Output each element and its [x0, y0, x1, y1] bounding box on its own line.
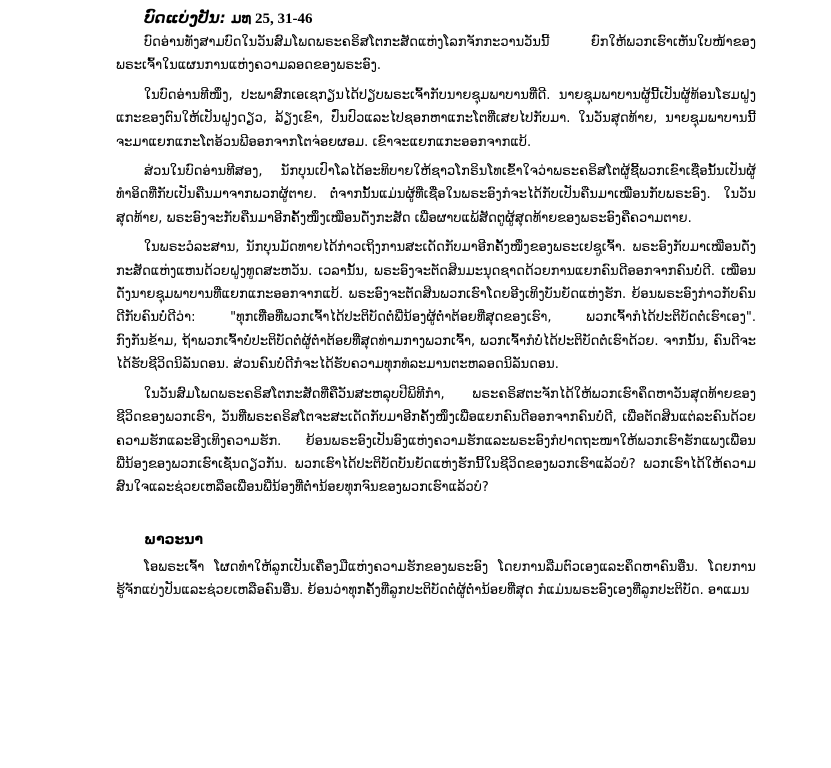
reading-heading [144, 8, 756, 29]
scripture-reference: ມທ 25, 31-46 [230, 11, 313, 27]
prayer-title: ພາວະນາ [144, 531, 204, 548]
prayer-text: ໂອພຣະເຈົ້າ ໂຜດທຳໃຫ້ລູກເປັນເຄື່ອງມືແຫ່ງຄວາມຮັກຂອງພຣະອົງ ໂດຍການລືມຕົວເອງແລະຄຶດຫາຄົນອື່ນ. ໂດຍການຮູ້ຈັກແບ່ງປັນແລະຊ່ວຍເຫລືອຄົນອື່ນ. ຍ້ອນວ່າທຸກຄັ້ງທີ່ລູກປະຕິບັດຕໍ່ຜູ້ຕ່ຳນ້ອຍທີ່ສຸດ ກໍແມ່ນພຣະອົງເອງທີ່ລູກປະຕິບັດ. ອາແມນ [116, 559, 756, 599]
paragraph-intro: ບົດອ່ານທັງສາມບົດໃນວັນສົມໂພດພຣະຄຣິສໂຕກະສັດແຫ່ງໂລກຈັກກະວານວັນນີ້ ຍົກໃຫ້ພວກເຮົາເຫັນໃບໜ້າຂອງພຣະເຈົ້າໃນແຜນການແຫ່ງຄວາມລອດຂອງພຣະອົງ. [116, 35, 756, 74]
paragraph-first-reading: ໃນບົດອ່ານທີໜຶ່ງ, ປະພາສົກເອເຊກຽນໄດ້ປຽບພຣະເຈົ້າກັບນາຍຊຸມພາບານທີ່ດີ. ນາຍຊຸມພາບານຜູ້ນີ້ເປັນຜູ້ທ້ອນໂຮມຝູງແກະຂອງຕົນໃຫ້ເປັນຝູງດຽວ, ລ້ຽງເຂົາ, ປົ່ນປົວແລະໄປຊອກຫາແກະໂຕທີ່ເສຍໄປກັບມາ. ໃນວັນສຸດທ້າຍ, ນາຍຊຸມພາບານນີ້ຈະມາແຍກແກະໂຕອ້ວນພີອອກຈາກໂຕຈ່ອຍຜອມ. ເຂົາຈະແຍກແກະອອກຈາກແບ້. [116, 87, 756, 150]
paragraph-second-reading: ສ່ວນໃນບົດອ່ານທີສອງ, ນັກບຸນເປົາໂລໄດ້ອະທິບາຍໃຫ້ຊາວໂກຣິນໂທເຂົ້າໃຈວ່າພຣະຄຣິສໂຕຜູ້ຊີ້ພວກເຂົາເຊື່ອນັ້ນເປັນຜູ້ທຳອິດທີ່ກັບເປັນຄືນມາຈາກພວກຜູ້ຕາຍ. ຕໍ່ຈາກນັ້ນແມ່ນຜູ້ທີ່ເຊື່ອໃນພຣະອົງກໍຈະໄດ້ກັບເປັນຄືນມາເໝືອນກັບພຣະອົງ. ໃນວັນສຸດທ້າຍ, ພຣະອົງຈະກັບຄືນມາອີກຄັ້ງໜຶ່ງເໝືອນດັ່ງກະສັດ ເພື່ອຜາບແພ້ສັດຕູຜູ້ສຸດທ້າຍຂອງພຣະອົງຄືຄວາມຕາຍ. [116, 164, 756, 226]
paragraph-reflection: ໃນວັນສົມໂພດພຣະຄຣິສໂຕກະສັດທີ່ຄືວັນສະຫລຸບປີພິທີກຳ, ພຣະຄຣິສຕະຈັກໄດ້ໃຫ້ພວກເຮົາຄຶດຫາວັນສຸດທ້າຍຂອງຊີວິດຂອງພວກເຮົາ, ວັນທີ່ພຣະຄຣິສໂຕຈະສະເດັດກັບມາອີກຄັ້ງໜຶ່ງເພື່ອແຍກຄົນດີອອກຈາກຄົນບໍ່ດີ, ເພື່ອຕັດສິນແຕ່ລະຄົນດ້ວຍຄວາມຮັກແລະອີງເທິງຄວາມຮັກ. ຍ້ອນພຣະອົງເປັນອົງແຫ່ງຄວາມຮັກແລະພຣະອົງກໍປາດຖະໜາໃຫ້ພວກເຮົາຮັກແພງເພື່ອນພີ່ນ້ອງຂອງພວກເຮົາເຊັ່ນດຽວກັນ. ພວກເຮົາໄດ້ປະຕິບັດບັນຍັດແຫ່ງຮັກນີ້ໃນຊີວິດຂອງພວກເຮົາແລ້ວບໍ? ພວກເຮົາໄດ້ໃຫ້ຄວາມສົນໃຈແລະຊ່ວຍເຫລືອເພື່ອນພີ່ນ້ອງທີ່ຕ່ຳນ້ອຍທຸກຈົນຂອງພວກເຮົາແລ້ວບໍ? [116, 386, 756, 496]
reading-title: ບົດແບ່ງປັນ: [144, 9, 226, 27]
paragraph-gospel: ໃນພຣະວໍລະສານ, ນັກບຸນມັດທາຍໄດ້ກ່າວເຖິງການສະເດັດກັບມາອີກຄັ້ງໜຶ່ງຂອງພຣະເຢຊູເຈົ້າ. ພຣະອົງກັບມາເໝືອນດັ່ງກະສັດແຫ່ງແຫນດ້ວຍຝູງທູດສະຫວັນ. ເວລານັ້ນ, ພຣະອົງຈະຕັດສິນມະນຸດຊາດດ້ວຍການແຍກຄົນດີອອກຈາກຄົນບໍ່ດີ. ເໝືອນດັ່ງນາຍຊຸມພາບານທີ່ແຍກແກະອອກຈາກແບ້. ພຣະອົງຈະຕັດສິນພວກເຮົາໂດຍອີງເທິງບັນຍັດແຫ່ງຮັກ. ຍ້ອນພຣະອົງກ່າວກັບຄົນດີກັບຄົນບໍ່ດີວ່າ: "ທຸກເທື່ອທີ່ພວກເຈົ້າໄດ້ປະຕິບັດຕໍ່ພີ່ນ້ອງຜູ້ຕ່ຳຕ້ອຍທີ່ສຸດຂອງເຮົາ, ພວກເຈົ້າກໍໄດ້ປະຕິບັດຕໍ່ເຮົາເອງ". ກົງກັນຂ້າມ, ຖ້າພວກເຈົ້າບໍ່ປະຕິບັດຕໍ່ຜູ້ຕ່ຳຕ້ອຍທີ່ສຸດທ່າມກາງພວກເຈົ້າ, ພວກເຈົ້າກໍບໍ່ໄດ້ປະຕິບັດຕໍ່ເຮົາດ້ວຍ. ຈາກນັ້ນ, ຄົນດີຈະໄດ້ຮັບຊີວິດນິລັນດອນ. ສ່ວນຄົນບໍ່ດີກໍຈະໄດ້ຮັບຄວາມທຸກທໍລະມານຕະຫລອດນິລັນດອນ. [116, 240, 756, 373]
document-page [116, 8, 756, 609]
